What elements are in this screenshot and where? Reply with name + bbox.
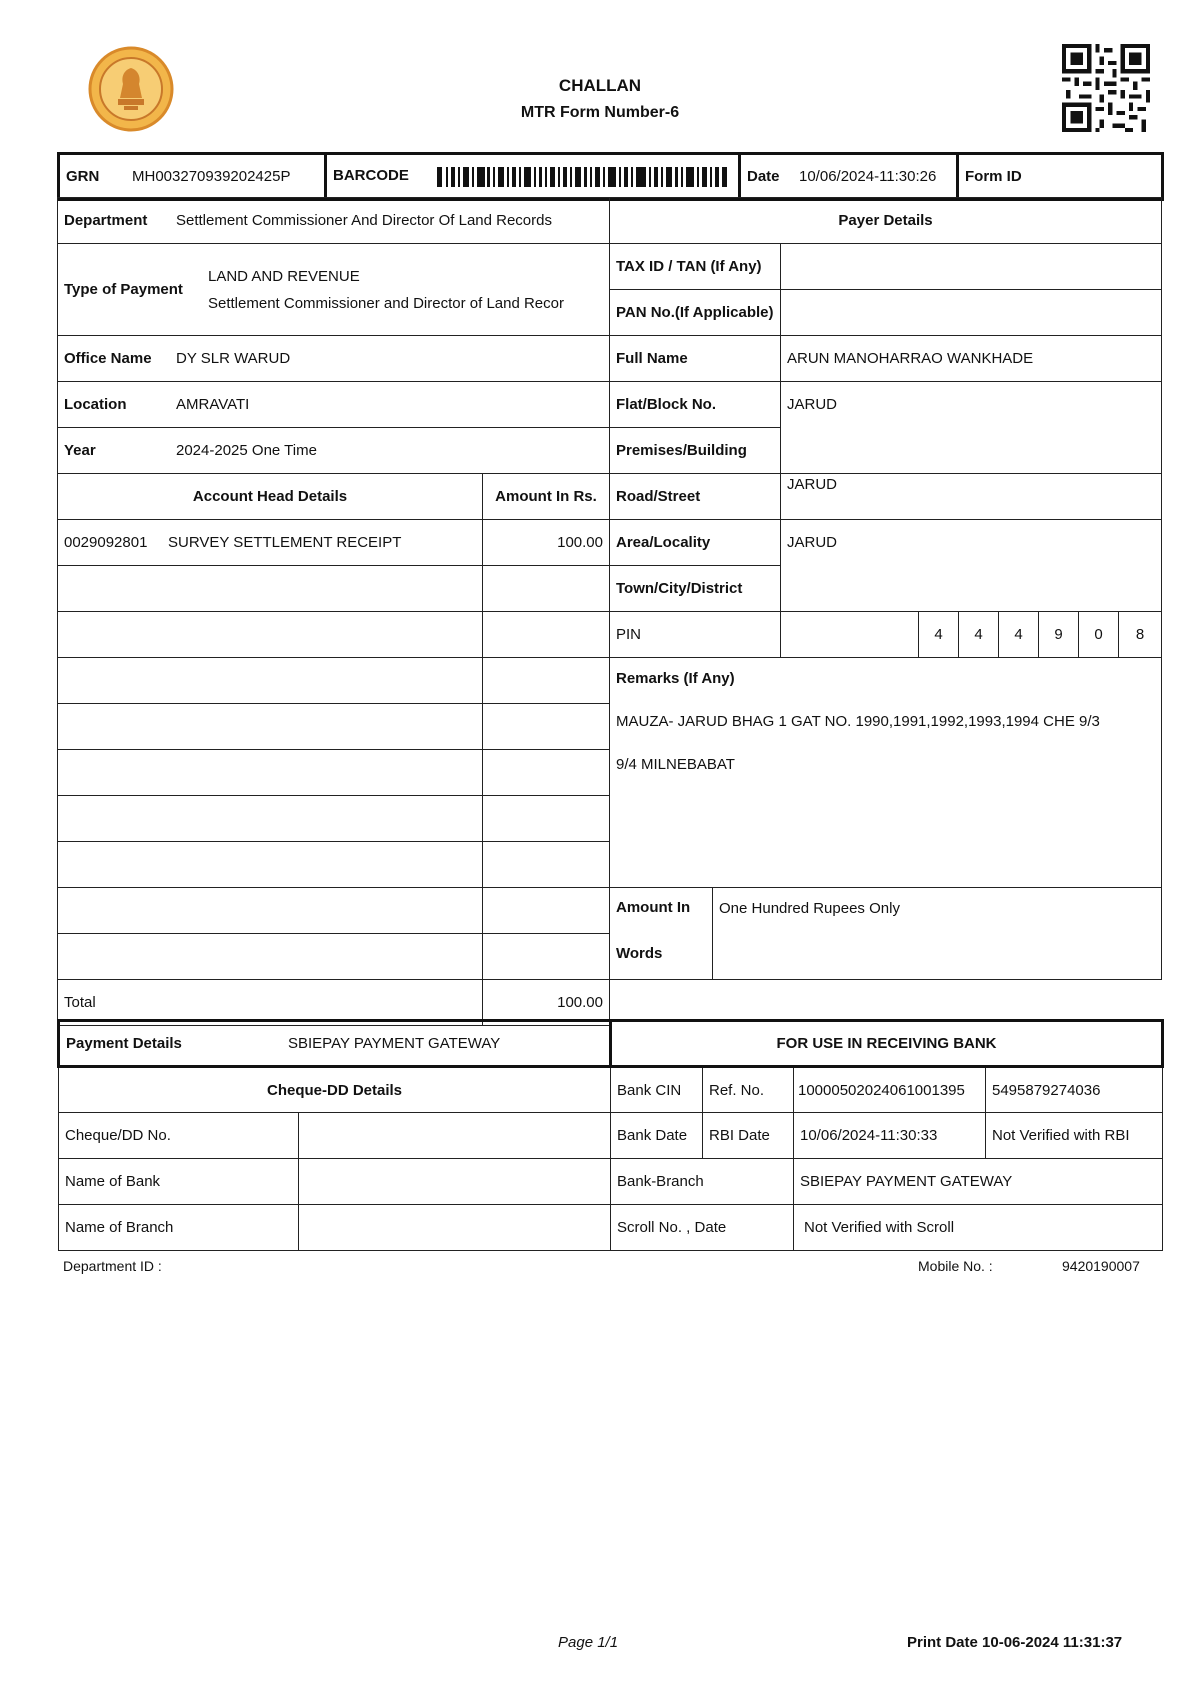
pan-value [781,290,1162,336]
flat-label: Flat/Block No. [610,382,781,428]
area-value: JARUD [781,520,1162,612]
branch-name-label: Name of Branch [59,1205,299,1251]
total-label: Total [58,980,483,1026]
amount-words-label [610,888,713,980]
pan-label: PAN No.(If Applicable) [610,290,781,336]
account-empty-row [58,750,483,796]
total-value: 100.00 [483,980,610,1026]
pin-digit: 9 [1039,612,1079,658]
payer-details-heading: Payer Details [610,198,1162,244]
account-empty-row [58,658,483,704]
amount-empty-cell [483,658,610,704]
amount-empty-cell [483,934,610,980]
premises-label: Premises/Building [610,428,781,474]
road-label: Road/Street [610,474,781,520]
form-number: MTR Form Number-6 [520,104,680,121]
document-title: CHALLAN [558,76,642,95]
remarks-label: Remarks (If Any) [616,670,735,687]
account-code: 0029092801 [64,534,148,551]
ref-no-label: Ref. No. [703,1067,794,1113]
location-label: Location [64,396,127,413]
amount-empty-cell [483,796,610,842]
grn-value: MH003270939202425P [132,168,291,185]
pin-digit: 4 [999,612,1039,658]
cheque-no-label: Cheque/DD No. [59,1113,299,1159]
bank-cin-value: 5495879274036 [986,1067,1163,1113]
account-empty-row [58,934,483,980]
amount-words-label-line2: Words [616,945,663,962]
area-label: Area/Locality [610,520,781,566]
type-of-payment-label: Type of Payment [64,281,183,298]
grn-row-table [57,152,1164,201]
account-empty-row [58,612,483,658]
account-amount: 100.00 [483,520,610,566]
account-empty-row [58,704,483,750]
amount-empty-cell [483,612,610,658]
mobile-value: 9420190007 [1062,1258,1140,1274]
year-row [58,428,610,474]
date-cell [740,154,958,200]
form-id-cell [958,154,1163,200]
pin-digit: 4 [919,612,959,658]
grn-cell [59,154,326,200]
account-head-row [58,520,483,566]
scroll-label: Scroll No. , Date [611,1205,794,1251]
road-value: JARUD [781,474,1162,520]
barcode-icon [437,167,727,187]
payment-details-table [57,1019,1164,1251]
year-value: 2024-2025 One Time [176,442,317,459]
amount-empty-cell [483,888,610,934]
tax-id-value [781,244,1162,290]
location-value: AMRAVATI [176,396,250,413]
location-row [58,382,610,428]
pin-digit: 4 [959,612,999,658]
year-label: Year [64,442,96,459]
date-value: 10/06/2024-11:30:26 [799,168,937,185]
amount-empty-cell [483,750,610,796]
barcode-label: BARCODE [333,167,409,185]
account-empty-row [58,566,483,612]
left-details-table [57,197,610,1026]
account-empty-row [58,796,483,842]
tax-id-label: TAX ID / TAN (If Any) [610,244,781,290]
pin-blank-cell [781,612,919,658]
department-value: Settlement Commissioner And Director Of Land Records [176,212,552,229]
payment-details-value: SBIEPAY PAYMENT GATEWAY [288,1035,501,1052]
department-row [58,198,610,244]
bank-cin-label: Bank CIN [611,1067,703,1113]
account-head-header: Account Head Details [58,474,483,520]
office-name-value: DY SLR WARUD [176,350,291,367]
account-empty-row [58,888,483,934]
payment-details-label: Payment Details [66,1035,182,1052]
full-name-label: Full Name [610,336,781,382]
remarks-line1: MAUZA- JARUD BHAG 1 GAT NO. 1990,1991,1992,1993,1994 CHE 9/3 [616,713,1100,730]
rbi-date-value: 10/06/2024-11:30:33 [794,1113,986,1159]
amount-empty-cell [483,842,610,888]
type-of-payment-line2: Settlement Commissioner and Director of Land Recor [208,294,564,312]
town-label: Town/City/District [610,566,781,612]
rbi-date-label: RBI Date [703,1113,794,1159]
scroll-value: Not Verified with Scroll [794,1205,1163,1251]
mobile-label: Mobile No. : [918,1258,993,1274]
department-id-label: Department ID : [63,1258,162,1274]
print-date: Print Date 10-06-2024 11:31:37 [907,1634,1123,1651]
amount-empty-cell [483,566,610,612]
amount-words-label-line1: Amount In [616,899,691,916]
ref-no-value: 10000502024061001395 [794,1067,986,1113]
page-number: Page 1/1 [558,1634,619,1651]
amount-words-value: One Hundred Rupees Only [713,888,1162,980]
bank-branch-value: SBIEPAY PAYMENT GATEWAY [794,1159,1163,1205]
cheque-no-value [299,1113,611,1159]
cheque-dd-heading: Cheque-DD Details [59,1067,611,1113]
bank-name-value [299,1159,611,1205]
bank-branch-label: Bank-Branch [611,1159,794,1205]
office-name-label: Office Name [64,350,152,367]
amount-empty-cell [483,704,610,750]
grn-label: GRN [66,168,100,185]
payment-details-cell [59,1021,611,1067]
form-id-label: Form ID [965,168,1022,185]
date-label: Date [747,168,780,185]
department-label: Department [64,212,148,229]
pin-digit: 8 [1119,612,1162,658]
account-desc: SURVEY SETTLEMENT RECEIPT [168,534,402,551]
bank-date-label: Bank Date [611,1113,703,1159]
receiving-bank-heading: FOR USE IN RECEIVING BANK [611,1021,1163,1067]
type-of-payment-line1: LAND AND REVENUE [208,267,360,285]
flat-value: JARUD [781,382,1162,474]
remarks-cell [610,658,1162,888]
type-of-payment-row [58,244,610,336]
payer-details-table [609,197,1162,980]
barcode-cell [326,154,740,200]
full-name-value: ARUN MANOHARRAO WANKHADE [781,336,1162,382]
pin-label: PIN [610,612,781,658]
bank-name-label: Name of Bank [59,1159,299,1205]
amount-header: Amount In Rs. [483,474,610,520]
rbi-status: Not Verified with RBI [986,1113,1163,1159]
branch-name-value [299,1205,611,1251]
account-empty-row [58,842,483,888]
remarks-line2: 9/4 MILNEBABAT [616,756,735,773]
office-name-row [58,336,610,382]
pin-digit: 0 [1079,612,1119,658]
